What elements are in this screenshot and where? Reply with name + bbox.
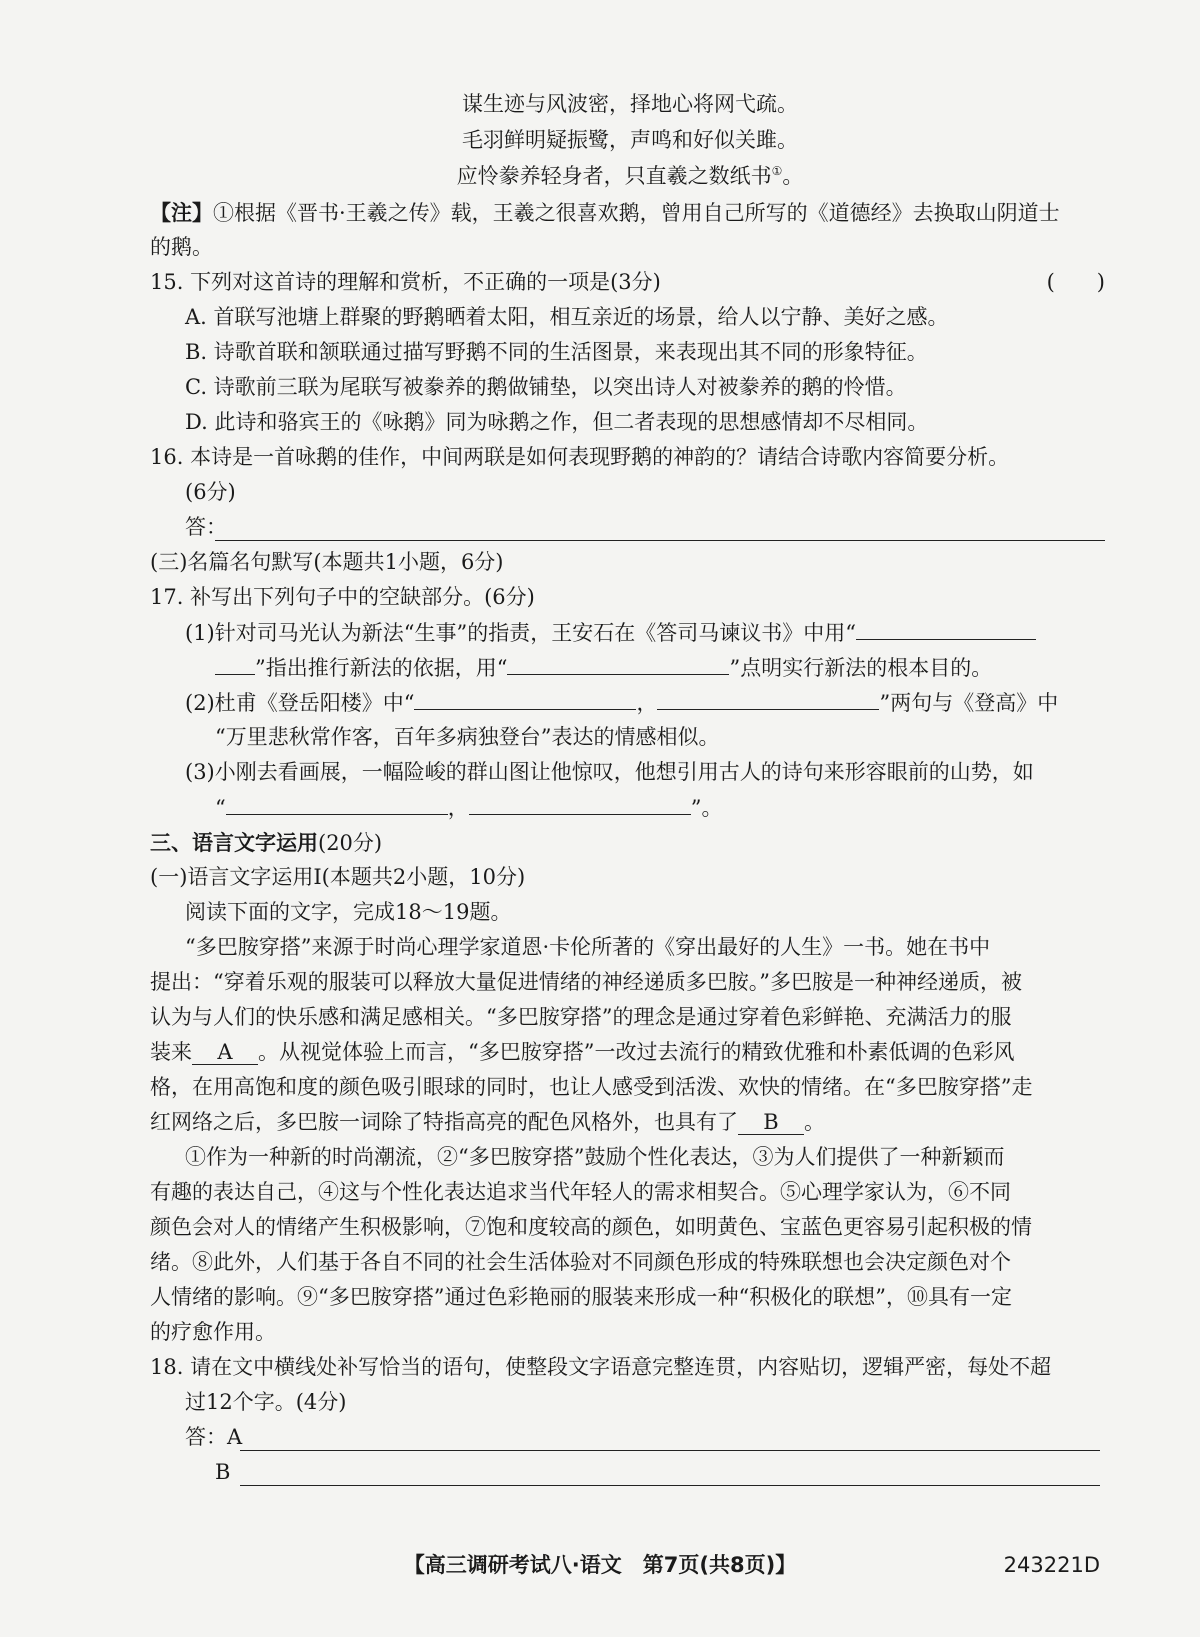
q17-item-2-comma: ， (636, 691, 658, 715)
q16-answer-label: 答： (185, 515, 227, 539)
q18-answer-b-line[interactable] (240, 1484, 1100, 1486)
q17-blank-1a[interactable] (856, 615, 1036, 640)
reading-instruction: 阅读下面的文字，完成18～19题。 (185, 900, 512, 924)
q17-blank-1a-cont[interactable] (215, 650, 255, 675)
q17-blank-3a[interactable] (226, 790, 448, 815)
passage-line-4 (150, 1035, 1105, 1070)
passage-line-5: 格，在用高饱和度的颜色吸引眼球的同时，也让人感受到活泼、欢快的情绪。在“多巴胺穿搭”走 (150, 1075, 1033, 1099)
q18-answer-b-label: B (215, 1460, 231, 1484)
q16-stem-1: 16. 本诗是一首咏鹅的佳作，中间两联是如何表现野鹅的神韵的？请结合诗歌内容简要分析。 (150, 445, 1010, 469)
passage-line-3: 认为与人们的快乐感和满足感相关。“多巴胺穿搭”的理念是通过穿着色彩鲜艳、充满活力的服 (150, 1005, 1012, 1029)
section-3-heading: (三)名篇名句默写(本题共1小题，6分) (150, 550, 504, 574)
part-3-subheading: (一)语言文字运用Ⅰ(本题共2小题，10分) (150, 865, 526, 889)
q16-stem-2: (6分) (185, 480, 236, 504)
q17-stem: 17. 补写出下列句子中的空缺部分。(6分) (150, 585, 535, 609)
note-label: 【注】 (150, 200, 213, 225)
q17-blank-2b[interactable] (657, 685, 879, 710)
part-3-title: 三、语言文字运用 (150, 830, 318, 855)
passage-line-11: 人情绪的影响。⑨“多巴胺穿搭”通过色彩艳丽的服装来形成一种“积极化的联想”，⑩具有一定 (150, 1285, 1012, 1309)
note-line-2: 的鹅。 (150, 235, 213, 259)
passage-line-1: “多巴胺穿搭”来源于时尚心理学家道恩·卡伦所著的《穿出最好的人生》一书。她在书中 (185, 935, 991, 959)
poem-line-2: 毛羽鲜明疑振鹭，声鸣和好似关雎。 (462, 128, 798, 152)
part-3-score: (20分) (318, 831, 383, 855)
poem-line-3: 应怜豢养轻身者，只直羲之数纸书①。 (456, 164, 804, 188)
q17-item-3-line-2 (215, 790, 1105, 826)
passage-blank-b[interactable]: B (738, 1110, 804, 1135)
q17-item-3-quote-open: “ (215, 796, 226, 820)
q15-option-d: D. 此诗和骆宾王的《咏鹅》同为咏鹅之作，但二者表现的思想感情却不尽相同。 (185, 410, 929, 434)
passage-line-10: 绪。⑧此外，人们基于各自不同的社会生活体验对不同颜色形成的特殊联想也会决定颜色对个 (150, 1250, 1011, 1274)
footnote-marker: ① (771, 164, 783, 178)
q17-blank-1b[interactable] (507, 650, 729, 675)
q17-item-1-text-a: (1)针对司马光认为新法“生事”的指责，王安石在《答司马谏议书》中用“ (185, 621, 856, 645)
q17-item-2-text-a: (2)杜甫《登岳阳楼》中“ (185, 691, 415, 715)
passage-line-12: 的疗愈作用。 (150, 1320, 276, 1344)
q15-option-a: A. 首联写池塘上群聚的野鹅晒着太阳，相互亲近的场景，给人以宁静、美好之感。 (185, 305, 949, 329)
q15-option-b: B. 诗歌首联和颔联通过描写野鹅不同的生活图景，来表现出其不同的形象特征。 (185, 340, 928, 364)
q17-item-2-line-2: “万里悲秋常作客，百年多病独登台”表达的情感相似。 (215, 725, 720, 749)
q17-item-3-quote-close: ”。 (690, 796, 723, 820)
q16-answer-line[interactable] (215, 539, 1105, 541)
exam-code: 243221D (1003, 1553, 1100, 1577)
q15-option-c: C. 诗歌前三联为尾联写被豢养的鹅做铺垫，以突出诗人对被豢养的鹅的怜惜。 (185, 375, 907, 399)
passage-blank-a[interactable]: A (192, 1040, 258, 1065)
q18-stem-2: 过12个字。(4分) (185, 1390, 347, 1414)
q17-item-1-text-c: ”点明实行新法的根本目的。 (729, 656, 993, 680)
passage-line-9: 颜色会对人的情绪产生积极影响，⑦饱和度较高的颜色，如明黄色、宝蓝色更容易引起积极的情 (150, 1215, 1032, 1239)
q17-item-1-line-2 (215, 650, 1105, 686)
q17-item-1-text-b: ”指出推行新法的依据，用“ (255, 656, 508, 680)
passage-line-6-start: 红网络之后，多巴胺一词除了特指高亮的配色风格外，也具有了 (150, 1110, 738, 1134)
q15-answer-paren[interactable]: ( ) (1046, 270, 1105, 294)
page-footer: 【高三调研考试八·语文 第7页(共8页)】 (403, 1553, 797, 1577)
q17-blank-2a[interactable] (414, 685, 636, 710)
passage-line-7: ①作为一种新的时尚潮流，②“多巴胺穿搭”鼓励个性化表达，③为人们提供了一种新颖而 (185, 1145, 1005, 1169)
part-3-heading (150, 825, 1105, 861)
passage-line-8: 有趣的表达自己，④这与个性化表达追求当代年轻人的需求相契合。⑤心理学家认为，⑥不同 (150, 1180, 1011, 1204)
note-line-1 (150, 195, 1105, 231)
passage-line-4-end: 。从视觉体验上而言，“多巴胺穿搭”一改过去流行的精致优雅和朴素低调的色彩风 (258, 1040, 1015, 1064)
passage-line-2: 提出：“穿着乐观的服装可以释放大量促进情绪的神经递质多巴胺。”多巴胺是一种神经递质，被 (150, 970, 1022, 994)
passage-line-4-start: 装来 (150, 1040, 192, 1064)
q15-stem: 15. 下列对这首诗的理解和赏析，不正确的一项是(3分) (150, 270, 661, 294)
poem-line-1: 谋生迹与风波密，择地心将网弋疏。 (462, 92, 798, 116)
q17-item-3-line-1: (3)小刚去看画展，一幅险峻的群山图让他惊叹，他想引用古人的诗句来形容眼前的山势，如 (185, 760, 1034, 784)
passage-line-6-end: 。 (804, 1110, 825, 1134)
q17-item-2-line-1 (185, 685, 1105, 721)
note-text-1: ①根据《晋书·王羲之传》载，王羲之很喜欢鹅，曾用自己所写的《道德经》去换取山阴道士 (213, 201, 1060, 225)
poem-line-3-text: 应怜豢养轻身者，只直羲之数纸书 (456, 164, 772, 188)
q18-answer-a-label: 答：A (185, 1425, 243, 1449)
q17-blank-3b[interactable] (469, 790, 691, 815)
q17-item-1-line-1 (185, 615, 1105, 651)
q18-answer-a-line[interactable] (240, 1449, 1100, 1451)
passage-line-6 (150, 1105, 1105, 1140)
q17-item-3-comma: ， (447, 796, 469, 820)
q17-item-2-text-c: ”两句与《登高》中 (879, 691, 1059, 715)
q18-stem-1: 18. 请在文中横线处补写恰当的语句，使整段文字语意完整连贯，内容贴切，逻辑严密，每处不超 (150, 1355, 1052, 1379)
